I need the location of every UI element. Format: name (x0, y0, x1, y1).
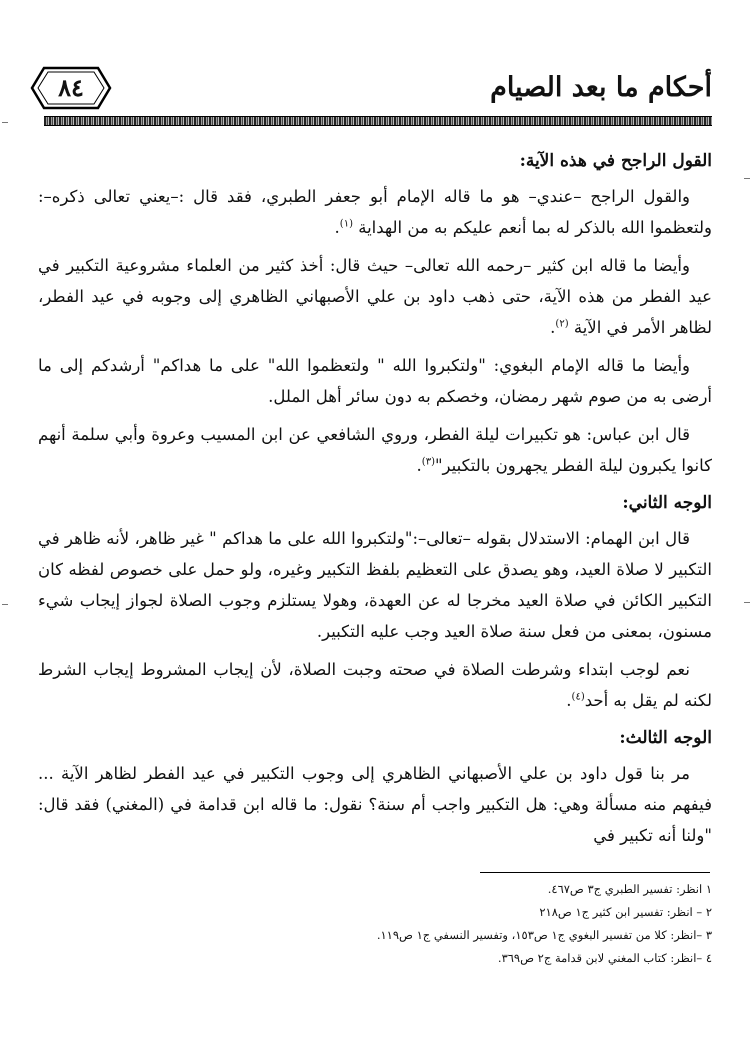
scan-mark (2, 122, 8, 123)
footnotes (152, 878, 712, 970)
footnote-ref: (٢) (555, 318, 569, 330)
page-number: ٨٤ (58, 73, 84, 102)
main-text (38, 142, 712, 858)
paragraph (38, 654, 712, 716)
footnote-ref: (١) (339, 218, 353, 230)
section-heading: الوجه الثاني: (622, 493, 712, 513)
footnote-item: ٢ – انظر: تفسير ابن كثير ج١ ص٢١٨ (539, 905, 712, 919)
paragraph-end: . (334, 218, 340, 237)
page-number-badge (30, 66, 112, 110)
paragraph-text: نعم لوجب ابتداء وشرطت الصلاة في صحته وجبت الصلاة، لأن إيجاب المشروط إيجاب الشرط لكنه لم يقل به أحد (38, 660, 712, 710)
paragraph-text: قال ابن عباس: هو تكبيرات ليلة الفطر، وروي الشافعي عن ابن المسيب وعروة وأبي سلمة أنهم كانوا يكبرون ليلة الفطر يجهرون بالتكبير" (38, 425, 712, 475)
page-header (30, 66, 720, 126)
paragraph-text: وأيضا ما قاله ابن كثير –رحمه الله تعالى– حيث قال: أخذ كثير من العلماء مشروعية التكبير في عيد الفطر من هذه الآية، حتى ذهب داود بن علي الأصبهاني الظاهري إلى وجوبه في عيد الفطر، لظاهر الأمر في الآية (38, 256, 712, 337)
footnote-ref: (٣) (421, 456, 435, 468)
section-heading: القول الراجح في هذه الآية: (519, 151, 712, 171)
paragraph (38, 419, 712, 481)
paragraph: مر بنا قول داود بن علي الأصبهاني الظاهري إلى وجوب التكبير في عيد الفطر لظاهر الآية ... فيفهم منه مسألة وهي: هل التكبير واجب أم سنة؟ نقول: ما قاله ابن قدامة في (المغني) فقد قال: "ولنا أنه تكبير في (38, 764, 712, 845)
scan-mark (744, 602, 750, 603)
paragraph (38, 181, 712, 243)
paragraph: قال ابن الهمام: الاستدلال بقوله –تعالى–:"ولتكبروا الله على ما هداكم " غير ظاهر، لأنه ظاهر في التكبير لا صلاة العيد، وهو يصدق على التعظيم بلفظ التكبير وغيره، ولو حمل على خصوص لفظه كان التكبير الكائن في صلاة العيد مخرجا له عن العهدة، وهولا يستلزم وجوب الصلاة لجواز إيجاب شيء مسنون، بمعنى من فعل سنة صلاة العيد وجب عليه التكبير. (38, 529, 712, 641)
section-heading: الوجه الثالث: (619, 728, 712, 748)
paragraph-end: . (550, 318, 556, 337)
footnote-item: ٤ –انظر: كتاب المغني لابن قدامة ج٢ ص٣٦٩. (497, 951, 712, 965)
paragraph-end: . (566, 691, 572, 710)
footnote-item: ١ انظر: تفسير الطبري ج٣ ص٤٦٧. (547, 882, 712, 896)
scan-mark (2, 604, 8, 605)
paragraph-text: والقول الراجح –عندي– هو ما قاله الإمام أبو جعفر الطبري، فقد قال :–يعني تعالى ذكره–: ولتعظموا الله بالذكر له بما أنعم عليكم به من الهداية (38, 187, 712, 237)
paragraph: وأيضا ما قاله الإمام البغوي: "ولتكبروا الله " ولتعظموا الله" على ما هداكم" أرشدكم إلى ما أرضى به من صوم شهر رمضان، وخصكم به دون سائر أهل الملل. (38, 356, 712, 406)
footnote-item: ٣ –انظر: كلا من تفسير البغوي ج١ ص١٥٣، وتفسير النسفي ج١ ص١١٩. (376, 928, 712, 942)
footnote-divider (480, 872, 710, 873)
header-divider (44, 116, 712, 126)
scan-mark (744, 178, 750, 179)
footnote-ref: (٤) (571, 691, 585, 703)
paragraph (38, 250, 712, 343)
running-title: أحكام ما بعد الصيام (490, 72, 712, 103)
paragraph-end: . (416, 456, 422, 475)
